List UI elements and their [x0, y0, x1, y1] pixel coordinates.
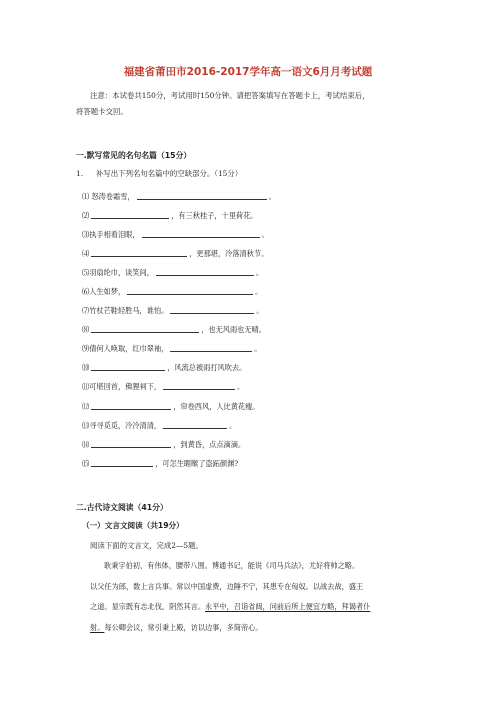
- blank-item-9: ⑼倩何人唤取，红巾翠袖， 。: [82, 344, 262, 353]
- exam-title: 福建省莆田市2016-2017学年高一语文6月月考试题: [123, 66, 373, 78]
- answer-blank[interactable]: [91, 362, 165, 371]
- passage-line-2: 以父任为郎，数上言兵事。常以中国虚费，边陲不宁，其患专在匈奴。以战去战，盛王: [90, 581, 364, 591]
- passage-line-4: 射。每公卿会议，常引秉上殿，访以边事，多简帝心。: [90, 622, 263, 632]
- blank-item-6: ⑹人生如梦， 。: [82, 287, 263, 296]
- answer-blank[interactable]: [156, 267, 254, 276]
- blank-item-10: ⑽ ，风流总被雨打风吹去。: [82, 363, 247, 372]
- notice-line-1: 注意：本试卷共150分，考试用时150分钟。请把答案填写在答题卡上，考试结束后，: [90, 91, 370, 100]
- question-1-number: 1.: [76, 169, 84, 178]
- answer-blank[interactable]: [163, 381, 235, 390]
- answer-blank[interactable]: [137, 191, 267, 200]
- answer-blank[interactable]: [142, 229, 260, 238]
- notice-line-2: 将答题卡交回。: [76, 107, 128, 116]
- reading-instruction: 阅读下面的文言文，完成2—5题。: [90, 541, 203, 550]
- answer-blank[interactable]: [91, 248, 187, 257]
- blank-item-1: ⑴ 怒涛卷霜雪， 。: [82, 192, 276, 201]
- blank-item-14: ⒁ ，到黄昏，点点滴滴。: [82, 440, 246, 449]
- answer-blank[interactable]: [91, 324, 199, 333]
- question-1-text: 补写出下列名句名篇中的空缺部分。（15分）: [96, 169, 243, 178]
- answer-blank[interactable]: [91, 439, 171, 448]
- blank-item-15: ⒂ ，可怎生睚睺了盗跖颜渊?: [82, 459, 239, 468]
- blank-item-4: ⑷ ，更那堪，冷落清秋节。: [82, 249, 269, 258]
- blank-item-11: ⑾可堪回首，佛狸祠下， 。: [82, 382, 245, 391]
- blank-item-5: ⑸羽扇纶巾，谈笑间， 。: [82, 268, 264, 277]
- answer-blank[interactable]: [91, 401, 171, 410]
- passage-line-1: 耿秉字伯初，有伟体，腰带八围。博通书记，能说《司马兵法》，尤好将帅之略。: [104, 561, 360, 570]
- blank-item-3: ⑶执手相看泪眼， 。: [82, 230, 269, 239]
- answer-blank[interactable]: [170, 305, 254, 314]
- passage-line-3: 之道。显宗既有志北伐，阴然其言。永平中，召诣省闼，问前后所上便宜方略，拜谒者仆: [90, 602, 371, 611]
- classical-passage: [90, 556, 426, 638]
- blank-item-2: ⑵ ，有三秋桂子，十里荷花。: [82, 211, 258, 220]
- underlined-sentence-end: 射。: [90, 622, 105, 632]
- answer-blank[interactable]: [127, 286, 253, 295]
- section-2-subheading: （一）文言文阅读（共19分）: [82, 521, 184, 530]
- exam-notice: [76, 88, 432, 120]
- blank-item-8: ⑻ ，也无风雨也无晴。: [82, 325, 266, 334]
- answer-blank[interactable]: [163, 420, 227, 429]
- underlined-sentence: 永平中，召诣省闼，问前后所上便宜方略，拜谒者仆: [205, 602, 371, 611]
- answer-blank[interactable]: [170, 343, 252, 352]
- blank-item-7: ⑺竹杖芒鞋轻胜马，谁怕。 。: [82, 306, 264, 315]
- blank-item-12: ⑿ ，帘卷西风，人比黄花瘦。: [82, 402, 260, 411]
- section-1-heading: 一.默写常见的名句名篇（15分）: [76, 151, 192, 160]
- section-2-heading: 二.古代诗文阅读（41分）: [76, 503, 168, 512]
- answer-blank[interactable]: [91, 210, 169, 219]
- question-1: [76, 168, 242, 179]
- answer-blank[interactable]: [91, 458, 153, 467]
- blank-item-13: ⒀寻寻觅觅，冷冷清清， 。: [82, 421, 237, 430]
